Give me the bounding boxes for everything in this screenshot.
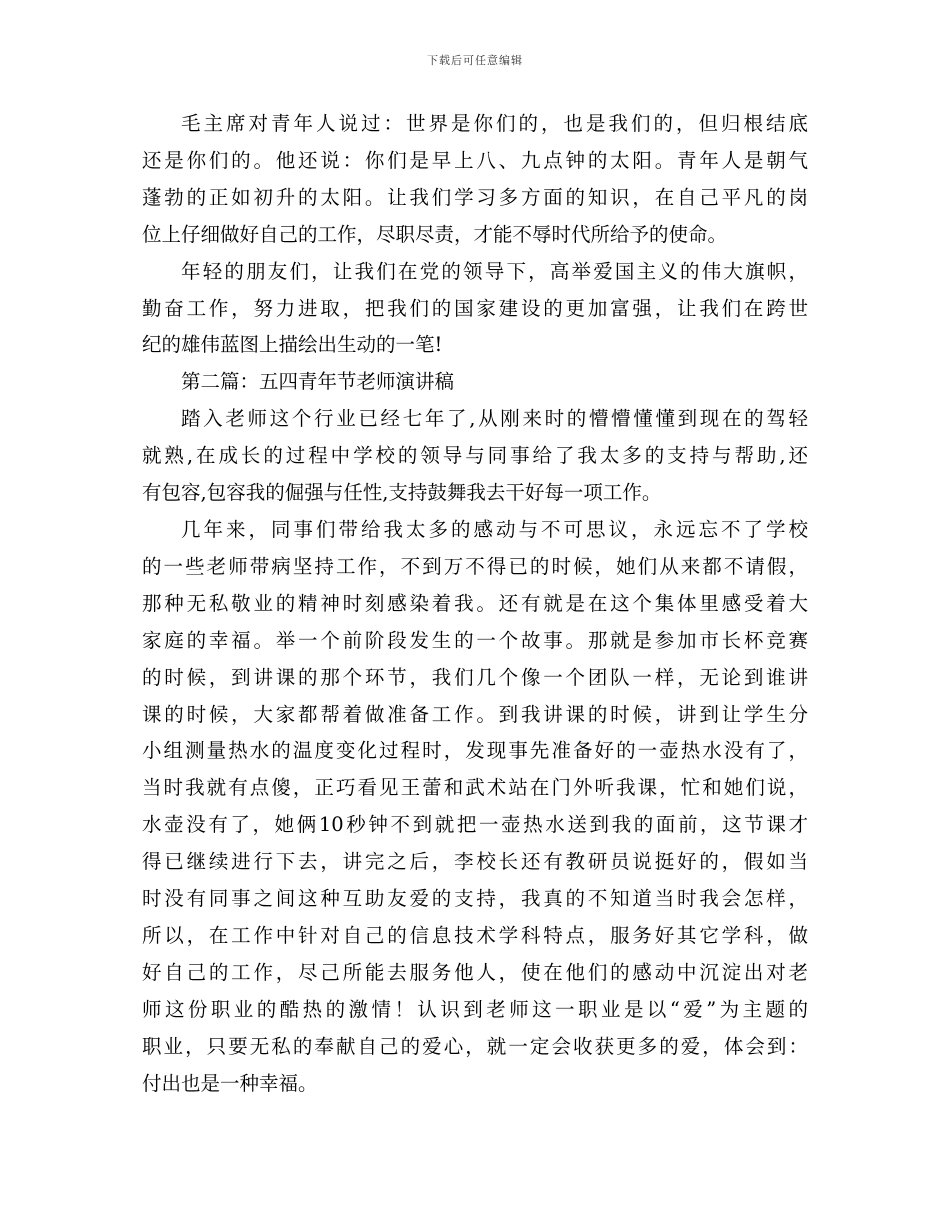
paragraph-p5 <box>142 512 808 1103</box>
paragraph-p2 <box>142 254 808 365</box>
text-line: 蓬勃的正如初升的太阳。让我们学习多方面的知识，在自己平凡的岗 <box>142 185 808 209</box>
text-line: 位上仔细做好自己的工作，尽职尽责，才能不辱时代所给予的使命。 <box>142 222 728 246</box>
paragraph-p3 <box>142 364 808 401</box>
text-line: 第二篇：五四青年节老师演讲稿 <box>181 370 455 394</box>
text-line: 的时候，到讲课的那个环节，我们几个像一个团队一样，无论到谁讲 <box>142 665 808 689</box>
text-line: 勤奋工作，努力进取，把我们的国家建设的更加富强，让我们在跨世 <box>142 296 808 320</box>
text-line: 还是你们的。他还说：你们是早上八、九点钟的太阳。青年人是朝气 <box>142 148 808 172</box>
text-line: 那种无私敬业的精神时刻感染着我。还有就是在这个集体里感受着大 <box>142 591 808 615</box>
text-line: 好自己的工作，尽己所能去服务他人，使在他们的感动中沉淀出对老 <box>142 960 808 984</box>
text-line: 有包容,包容我的倔强与任性,支持鼓舞我去干好每一项工作。 <box>142 481 662 505</box>
text-line: 年轻的朋友们，让我们在党的领导下，高举爱国主义的伟大旗帜， <box>181 259 808 283</box>
text-line: 小组测量热水的温度变化过程时，发现事先准备好的一壶热水没有了， <box>142 739 808 763</box>
text-line: 当时我就有点傻，正巧看见王蕾和武术站在门外听我课，忙和她们说， <box>142 776 808 800</box>
text-line: 师这份职业的酷热的激情！认识到老师这一职业是以“爱”为主题的 <box>142 997 808 1021</box>
paragraph-p1 <box>142 106 808 254</box>
page-header: 下载后可任意编辑 <box>427 54 523 67</box>
text-line: 家庭的幸福。举一个前阶段发生的一个故事。那就是参加市长杯竞赛 <box>142 628 808 652</box>
text-line: 的一些老师带病坚持工作，不到万不得已的时候，她们从来都不请假， <box>142 554 808 578</box>
text-line: 纪的雄伟蓝图上描绘出生动的一笔! <box>142 333 443 357</box>
text-line: 职业，只要无私的奉献自己的爱心，就一定会收获更多的爱，体会到： <box>142 1034 808 1058</box>
document-body <box>142 106 808 1102</box>
text-line: 课的时候，大家都帮着做准备工作。到我讲课的时候，讲到让学生分 <box>142 702 808 726</box>
text-line: 踏入老师这个行业已经七年了,从刚来时的懵懵懂懂到现在的驾轻 <box>181 407 808 431</box>
text-line: 几年来，同事们带给我太多的感动与不可思议，永远忘不了学校 <box>181 517 808 541</box>
text-line: 水壶没有了，她俩10秒钟不到就把一壶热水送到我的面前，这节课才 <box>142 813 808 837</box>
paragraph-p4 <box>142 401 808 512</box>
text-line: 就熟,在成长的过程中学校的领导与同事给了我太多的支持与帮助,还 <box>142 444 808 468</box>
text-line: 毛主席对青年人说过：世界是你们的，也是我们的，但归根结底 <box>181 112 808 135</box>
text-line: 付出也是一种幸福。 <box>142 1071 318 1095</box>
text-line: 所以，在工作中针对自己的信息技术学科特点，服务好其它学科，做 <box>142 923 808 947</box>
text-line: 得已继续进行下去，讲完之后，李校长还有教研员说挺好的，假如当 <box>142 850 808 874</box>
text-line: 时没有同事之间这种互助友爱的支持，我真的不知道当时我会怎样， <box>142 887 808 911</box>
